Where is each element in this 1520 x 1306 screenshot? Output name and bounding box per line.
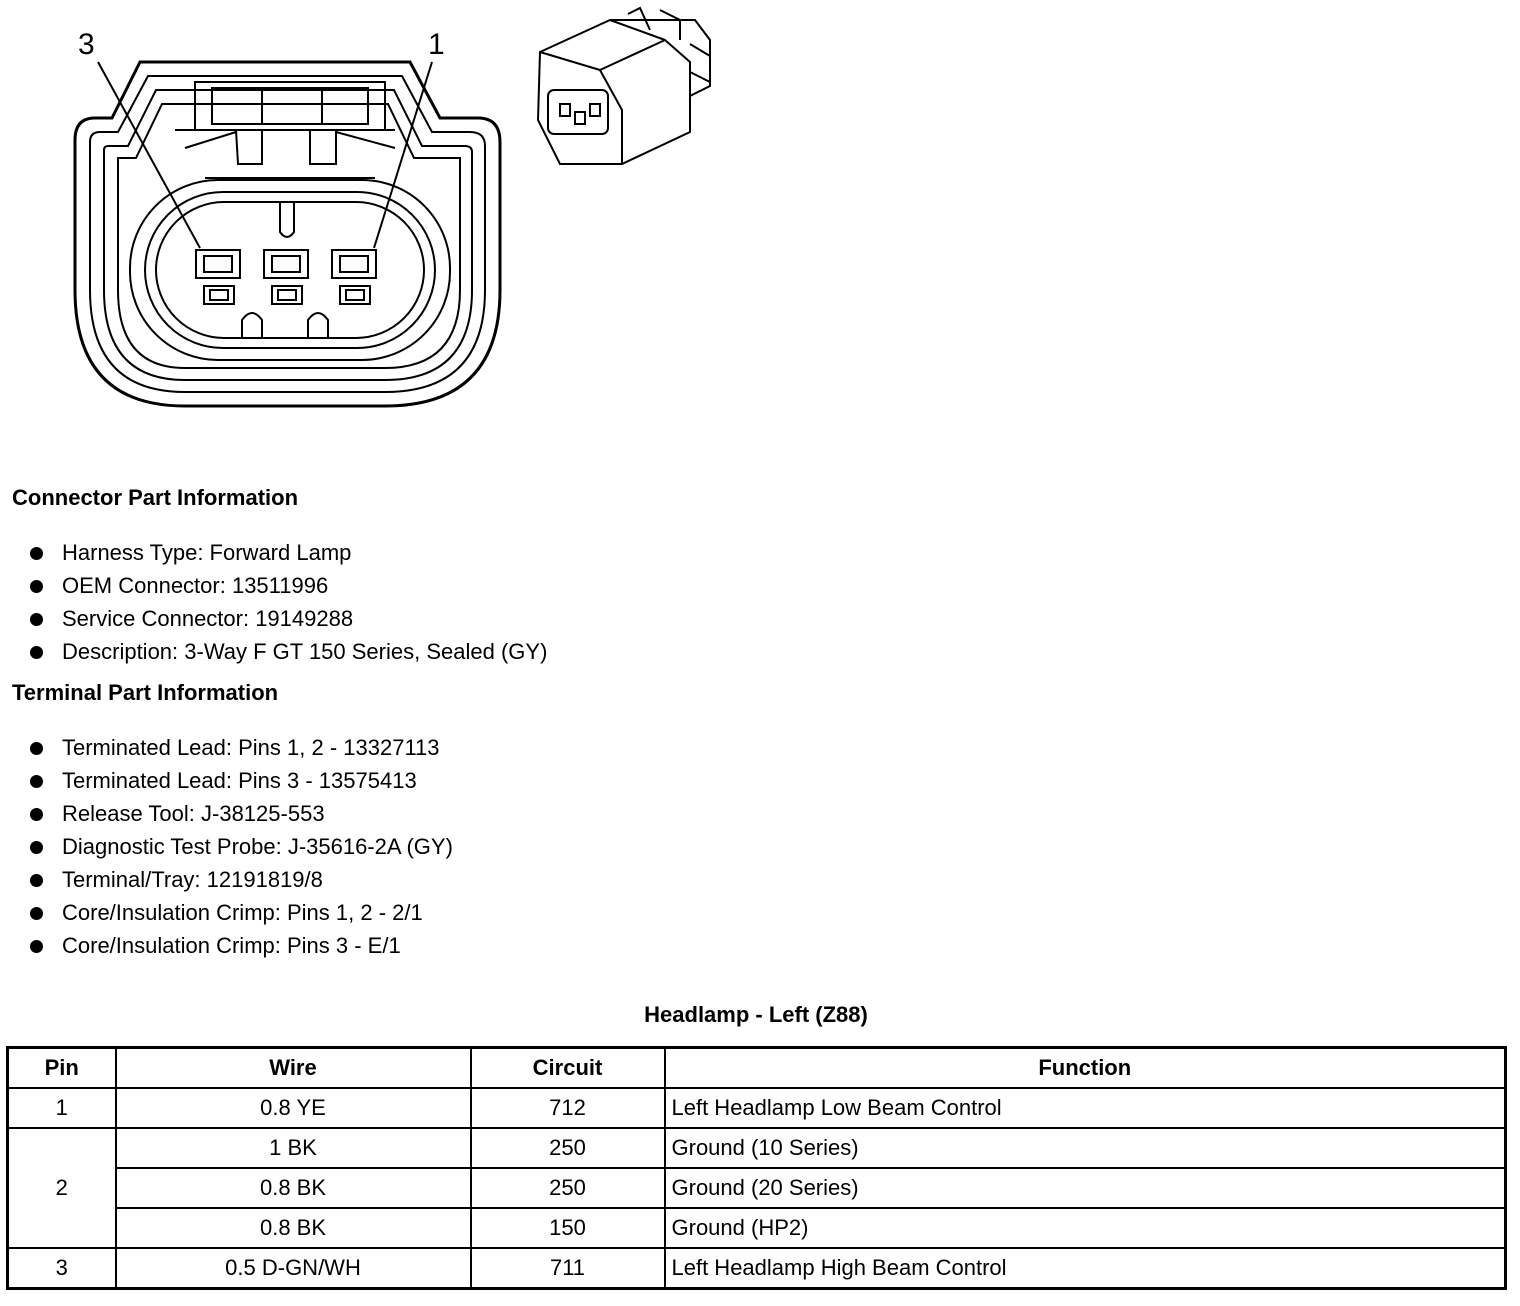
cell-function: Left Headlamp Low Beam Control (665, 1088, 1506, 1128)
list-item: Terminal/Tray: 12191819/8 (0, 867, 453, 900)
pinout-table (6, 1046, 1507, 1290)
list-item: Service Connector: 19149288 (0, 606, 547, 639)
cell-circuit: 711 (471, 1248, 665, 1289)
bullet-icon (30, 808, 43, 821)
column-header-wire: Wire (116, 1048, 471, 1089)
bullet-icon (30, 841, 43, 854)
list-item: Harness Type: Forward Lamp (0, 540, 547, 573)
list-item: Terminated Lead: Pins 3 - 13575413 (0, 768, 453, 801)
table-header-row (8, 1048, 1506, 1089)
cell-wire: 0.8 YE (116, 1088, 471, 1128)
cell-wire: 0.8 BK (116, 1168, 471, 1208)
cell-pin: 2 (8, 1128, 116, 1248)
table-row (8, 1088, 1506, 1128)
table-title: Headlamp - Left (Z88) (644, 1002, 868, 1027)
bullet-icon (30, 907, 43, 920)
cell-function: Ground (10 Series) (665, 1128, 1506, 1168)
cell-function: Ground (20 Series) (665, 1168, 1506, 1208)
connector-diagram (0, 0, 760, 420)
bullet-icon (30, 874, 43, 887)
table-row (8, 1128, 1506, 1168)
list-item: OEM Connector: 13511996 (0, 573, 547, 606)
list-item: Description: 3-Way F GT 150 Series, Sealed (GY) (0, 639, 547, 672)
connector-3d-view (538, 8, 710, 164)
cell-circuit: 712 (471, 1088, 665, 1128)
bullet-icon (30, 742, 43, 755)
terminal-info-list (0, 735, 453, 966)
table-row (8, 1248, 1506, 1289)
connector-face (75, 62, 500, 406)
cell-function: Left Headlamp High Beam Control (665, 1248, 1506, 1289)
column-header-function: Function (665, 1048, 1506, 1089)
terminal-section-title: Terminal Part Information (12, 680, 279, 705)
column-header-circuit: Circuit (471, 1048, 665, 1089)
cell-wire: 0.8 BK (116, 1208, 471, 1248)
bullet-icon (30, 580, 43, 593)
list-item: Core/Insulation Crimp: Pins 1, 2 - 2/1 (0, 900, 453, 933)
table-row (8, 1168, 1506, 1208)
bullet-icon (30, 775, 43, 788)
connector-info-list (0, 540, 547, 672)
cell-circuit: 250 (471, 1128, 665, 1168)
bullet-icon (30, 646, 43, 659)
table-row (8, 1208, 1506, 1248)
list-item: Diagnostic Test Probe: J-35616-2A (GY) (0, 834, 453, 867)
list-item: Terminated Lead: Pins 1, 2 - 13327113 (0, 735, 453, 768)
cell-circuit: 250 (471, 1168, 665, 1208)
pin-1-callout: 1 (428, 28, 445, 61)
bullet-icon (30, 940, 43, 953)
cell-wire: 1 BK (116, 1128, 471, 1168)
list-item: Core/Insulation Crimp: Pins 3 - E/1 (0, 933, 453, 966)
cell-pin: 1 (8, 1088, 116, 1128)
connector-section-title: Connector Part Information (12, 485, 299, 510)
list-item: Release Tool: J-38125-553 (0, 801, 453, 834)
pin-3-callout: 3 (78, 28, 95, 61)
column-header-pin: Pin (8, 1048, 116, 1089)
cell-wire: 0.5 D-GN/WH (116, 1248, 471, 1289)
cell-pin: 3 (8, 1248, 116, 1289)
bullet-icon (30, 613, 43, 626)
cell-circuit: 150 (471, 1208, 665, 1248)
cell-function: Ground (HP2) (665, 1208, 1506, 1248)
bullet-icon (30, 547, 43, 560)
